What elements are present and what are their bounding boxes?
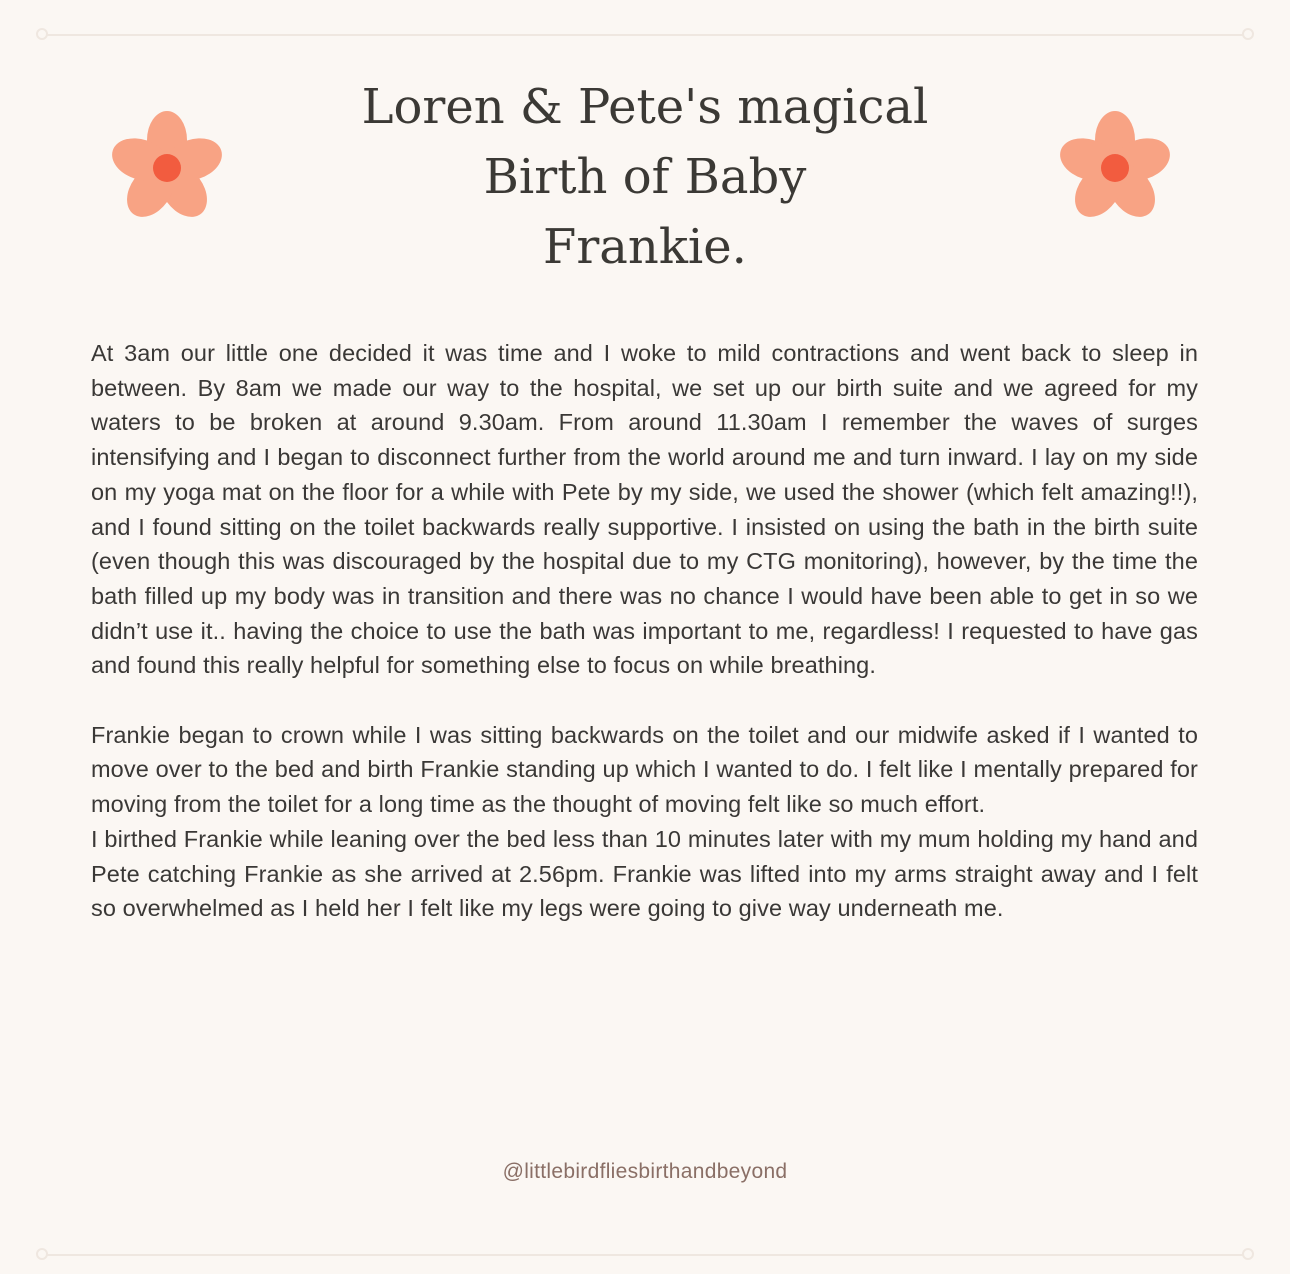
- bottom-divider: [42, 1254, 1248, 1256]
- top-divider: [42, 34, 1248, 36]
- paragraph-1: At 3am our little one decided it was time and I woke to mild contractions and went back to sleep in between. By 8am we made our way to the hospital, we set up our birth suite and we agreed for my waters to be broken at around 9.30am. From around 11.30am I remember the waves of surges intensifying and I began to disconnect further from the world around me and turn inward. I lay on my side on my yoga mat on the floor for a while with Pete by my side, we used the shower (which felt amazing!!), and I found sitting on the toilet backwards really supportive. I insisted on using the bath in the birth suite (even though this was discouraged by the hospital due to my CTG monitoring), however, by the time the bath filled up my body was in transition and there was no chance I would have been able to get in so we didn’t use it.. having the choice to use the bath was important to me, regardless! I requested to have gas and found this really helpful for something else to focus on while breathing.: [91, 340, 1198, 679]
- paragraph-3: I birthed Frankie while leaning over the bed less than 10 minutes later with my mum holding my hand and Pete catching Frankie as she arrived at 2.56pm. Frankie was lifted into my arms straight away and I felt so overwhelmed as I held her I felt like my legs were going to give way underneath me.: [91, 825, 1198, 922]
- title-line-2: Birth of Baby: [483, 149, 807, 205]
- birth-story-text: [91, 336, 1198, 926]
- paragraph-2: Frankie began to crown while I was sitting backwards on the toilet and our midwife asked if I wanted to move over to the bed and birth Frankie standing up which I wanted to do. I felt like I mentally prepared for moving from the toilet for a long time as the thought of moving felt like so much effort.: [91, 721, 1198, 818]
- title-line-3: Frankie.: [543, 219, 747, 275]
- title-line-1: Loren & Pete's magical: [361, 79, 929, 135]
- page-title: [0, 72, 1290, 282]
- social-handle: @littlebirdfliesbirthandbeyond: [502, 1160, 788, 1183]
